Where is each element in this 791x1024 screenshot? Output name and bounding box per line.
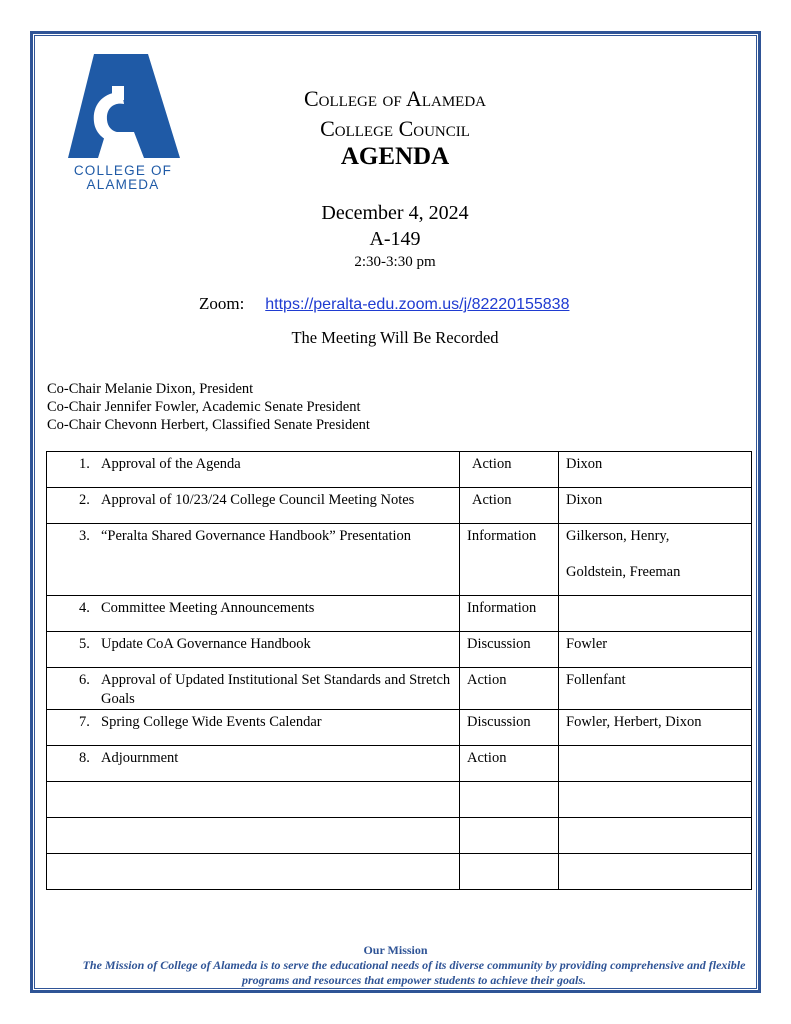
item-lead <box>559 596 751 599</box>
item-title: Adjournment <box>101 750 179 766</box>
college-name: College of Alameda <box>304 86 486 111</box>
mission-text: The Mission of College of Alameda is to serve the educational needs of its diverse community by providing comprehensive and flexible programs and resources that empower students to achieve their goals. <box>82 958 746 987</box>
item-type: Discussion <box>467 714 531 730</box>
agenda-table <box>46 451 752 890</box>
item-type: Action <box>467 672 507 688</box>
item-type: Action <box>472 492 512 508</box>
logo-text <box>62 164 184 192</box>
table-row <box>47 668 752 710</box>
item-lead: Dixon <box>566 492 603 508</box>
mission-title: Our Mission <box>363 943 428 957</box>
table-row <box>47 452 752 488</box>
item-type: Information <box>467 528 537 544</box>
zoom-row <box>199 294 569 314</box>
item-type: Discussion <box>467 636 531 652</box>
table-row-empty <box>47 782 752 818</box>
zoom-label: Zoom: <box>199 294 245 313</box>
table-row <box>47 524 752 596</box>
item-number: 8. <box>79 750 90 766</box>
item-lead <box>559 524 751 582</box>
item-title: Update CoA Governance Handbook <box>101 636 311 652</box>
meeting-room: A-149 <box>369 228 421 250</box>
item-title: Committee Meeting Announcements <box>101 600 315 616</box>
table-row-empty <box>47 818 752 854</box>
cochair-3: Co-Chair Chevonn Herbert, Classified Senate President <box>47 417 370 433</box>
meeting-date: December 4, 2024 <box>321 202 469 224</box>
item-number: 2. <box>79 492 90 508</box>
cochairs-list <box>47 380 370 434</box>
table-row <box>47 746 752 782</box>
item-title: “Peralta Shared Governance Handbook” Presentation <box>101 528 412 544</box>
item-lead <box>559 746 751 749</box>
council-name: College Council <box>320 116 470 141</box>
item-number: 1. <box>79 456 90 472</box>
item-title: Approval of the Agenda <box>101 456 241 472</box>
item-lead: Dixon <box>566 456 603 472</box>
cochair-1: Co-Chair Melanie Dixon, President <box>47 381 254 397</box>
cochair-2: Co-Chair Jennifer Fowler, Academic Senate President <box>47 399 361 415</box>
item-type: Action <box>467 750 507 766</box>
item-title: Approval of 10/23/24 College Council Meeting Notes <box>101 492 415 508</box>
item-title: Spring College Wide Events Calendar <box>101 714 322 730</box>
item-number: 6. <box>79 672 90 688</box>
agenda-title: AGENDA <box>340 143 450 170</box>
table-row <box>47 710 752 746</box>
meeting-time: 2:30-3:30 pm <box>354 254 436 270</box>
item-title: Approval of Updated Institutional Set Standards and Stretch Goals <box>101 672 451 707</box>
table-row-empty <box>47 854 752 890</box>
item-number: 7. <box>79 714 90 730</box>
zoom-link[interactable]: https://peralta-edu.zoom.us/j/82220155838 <box>265 296 570 313</box>
logo-text-line2: ALAMEDA <box>86 177 160 192</box>
logo-text-line1: COLLEGE OF <box>73 163 173 178</box>
item-type: Action <box>472 456 512 472</box>
recorded-notice: The Meeting Will Be Recorded <box>291 328 499 347</box>
item-type: Information <box>467 600 537 616</box>
table-row <box>47 488 752 524</box>
table-row <box>47 632 752 668</box>
item-number: 3. <box>79 528 90 544</box>
item-lead-line1: Gilkerson, Henry, <box>566 528 670 544</box>
item-number: 4. <box>79 600 90 616</box>
item-lead-line2: Goldstein, Freeman <box>566 564 681 580</box>
table-row <box>47 596 752 632</box>
item-lead: Follenfant <box>566 672 626 688</box>
item-lead: Fowler, Herbert, Dixon <box>566 714 702 730</box>
item-lead: Fowler <box>566 636 608 652</box>
item-number: 5. <box>79 636 90 652</box>
